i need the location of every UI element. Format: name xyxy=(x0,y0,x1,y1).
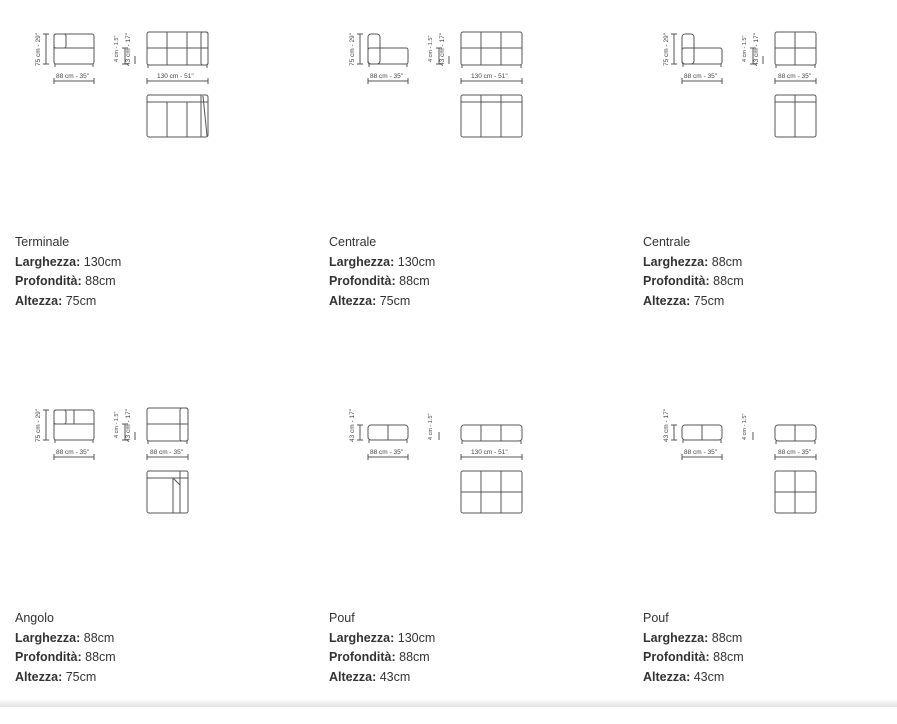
top-view-pouf xyxy=(775,471,816,513)
module-card-centrale-88[interactable] xyxy=(628,18,897,348)
dim-height-front: 75 cm - 29" xyxy=(349,32,356,66)
dim-width-front: 88 cm - 35" xyxy=(778,73,812,80)
technical-drawing xyxy=(314,18,614,218)
front-view-centrale xyxy=(775,32,816,68)
centrale-88-drawing-svg xyxy=(628,18,897,218)
spec-value: 88cm xyxy=(713,650,744,664)
top-view-terminale xyxy=(147,95,208,137)
module-card-pouf-130[interactable] xyxy=(314,394,614,724)
module-name: Centrale xyxy=(329,235,377,249)
spec-depth xyxy=(329,648,435,668)
dim-arm: 4 cm - 1.5" xyxy=(742,35,748,62)
technical-drawing xyxy=(314,394,614,594)
spec-label: Larghezza: xyxy=(15,254,81,269)
dim-height-front: 43 cm - 17" xyxy=(349,408,356,442)
front-view-pouf xyxy=(461,425,522,444)
side-view-pouf xyxy=(368,425,408,443)
spec-width xyxy=(643,253,744,273)
bottom-scroll-shadow xyxy=(0,699,897,707)
spec-value: 75cm xyxy=(65,293,97,308)
spec-label: Altezza: xyxy=(329,669,377,684)
module-name: Centrale xyxy=(643,235,691,249)
module-info xyxy=(15,233,121,311)
dim-height-front: 75 cm - 29" xyxy=(35,32,42,66)
dim-height-front: 43 cm - 17" xyxy=(663,408,670,442)
front-view-centrale xyxy=(461,32,522,68)
dim-height-front: 75 cm - 29" xyxy=(663,32,670,66)
spec-width xyxy=(15,253,121,273)
dim-arm: 4 cm - 1.5" xyxy=(114,411,120,438)
top-view-centrale xyxy=(461,95,522,137)
dim-width-side: 88 cm - 35" xyxy=(684,73,718,80)
module-info xyxy=(329,609,435,687)
technical-drawing xyxy=(628,18,897,218)
dim-width-front: 130 cm - 51" xyxy=(471,449,508,456)
spec-label: Profondità: xyxy=(643,274,710,288)
front-view-terminale xyxy=(147,32,208,68)
module-card-pouf-88[interactable] xyxy=(628,394,897,724)
spec-value: 88cm xyxy=(399,274,430,288)
technical-drawing xyxy=(0,18,300,218)
spec-label: Profondità: xyxy=(329,650,396,664)
side-view-angolo xyxy=(54,410,94,443)
spec-height xyxy=(15,668,116,688)
module-name: Pouf xyxy=(643,611,669,625)
technical-drawing xyxy=(628,394,897,594)
spec-value: 75cm xyxy=(65,669,97,684)
spec-value: 88cm xyxy=(711,254,743,269)
module-info xyxy=(15,609,116,687)
spec-label: Larghezza: xyxy=(15,630,81,645)
top-view-pouf xyxy=(461,471,522,513)
dim-width-front: 88 cm - 35" xyxy=(150,449,184,456)
spec-value: 88cm xyxy=(399,650,430,664)
spec-height xyxy=(329,668,435,688)
dim-arm: 4 cm - 1.5" xyxy=(428,35,434,62)
spec-depth xyxy=(15,648,116,668)
spec-depth xyxy=(643,648,744,668)
spec-value: 88cm xyxy=(85,274,116,288)
spec-label: Altezza: xyxy=(329,293,377,308)
spec-depth xyxy=(15,272,121,292)
spec-value: 130cm xyxy=(397,630,436,645)
spec-value: 75cm xyxy=(379,293,411,308)
dim-width-front: 88 cm - 35" xyxy=(778,449,812,456)
spec-label: Altezza: xyxy=(15,669,63,684)
spec-width xyxy=(15,629,116,649)
dim-width-front: 130 cm - 51" xyxy=(157,73,194,80)
dim-width-side: 88 cm - 35" xyxy=(56,449,90,456)
dim-width-side: 88 cm - 35" xyxy=(56,73,90,80)
spec-value: 88cm xyxy=(711,630,743,645)
module-info xyxy=(643,233,744,311)
side-view-terminale xyxy=(54,34,94,67)
terminale-drawing-svg xyxy=(0,18,300,218)
spec-value: 88cm xyxy=(713,274,744,288)
technical-drawing xyxy=(0,394,300,594)
pouf-88-drawing-svg xyxy=(628,394,897,594)
spec-value: 88cm xyxy=(83,630,115,645)
front-view-pouf xyxy=(775,425,816,444)
spec-value: 130cm xyxy=(83,254,122,269)
module-name: Terminale xyxy=(15,235,70,249)
dim-width-side: 88 cm - 35" xyxy=(684,449,718,456)
spec-value: 75cm xyxy=(693,293,725,308)
centrale-130-drawing-svg xyxy=(314,18,614,218)
side-view-centrale xyxy=(682,34,722,67)
spec-width xyxy=(329,629,435,649)
spec-depth xyxy=(329,272,435,292)
spec-height xyxy=(329,292,435,312)
spec-label: Larghezza: xyxy=(329,254,395,269)
top-view-centrale xyxy=(775,95,816,137)
module-card-centrale-130[interactable] xyxy=(314,18,614,348)
spec-value: 43cm xyxy=(379,669,411,684)
spec-label: Profondità: xyxy=(15,650,82,664)
front-view-angolo xyxy=(147,408,188,444)
spec-width xyxy=(643,629,744,649)
spec-label: Larghezza: xyxy=(643,254,709,269)
dim-seat: 43 cm - 17" xyxy=(439,32,446,66)
pouf-130-drawing-svg xyxy=(314,394,614,594)
spec-value: 88cm xyxy=(85,650,116,664)
side-view-centrale xyxy=(368,34,408,67)
dim-arm: 4 cm - 1.5" xyxy=(742,413,748,440)
spec-label: Altezza: xyxy=(643,293,691,308)
dim-seat: 43 cm - 17" xyxy=(753,32,760,66)
spec-label: Larghezza: xyxy=(329,630,395,645)
angolo-drawing-svg xyxy=(0,394,300,594)
spec-height xyxy=(643,668,744,688)
top-view-angolo xyxy=(147,471,188,513)
module-name: Angolo xyxy=(15,611,54,625)
spec-height xyxy=(643,292,744,312)
module-info xyxy=(329,233,435,311)
dim-height-front: 75 cm - 29" xyxy=(35,408,42,442)
dim-seat: 43 cm - 17" xyxy=(125,408,132,442)
dim-arm: 4 cm - 1.5" xyxy=(428,413,434,440)
spec-width xyxy=(329,253,435,273)
module-card-angolo[interactable] xyxy=(0,394,300,724)
spec-depth xyxy=(643,272,744,292)
spec-label: Altezza: xyxy=(15,293,63,308)
spec-label: Profondità: xyxy=(329,274,396,288)
spec-label: Profondità: xyxy=(643,650,710,664)
spec-label: Larghezza: xyxy=(643,630,709,645)
spec-label: Altezza: xyxy=(643,669,691,684)
spec-height xyxy=(15,292,121,312)
dim-seat: 43 cm - 17" xyxy=(125,32,132,66)
dim-arm: 4 cm - 1.5" xyxy=(114,35,120,62)
dim-width-side: 88 cm - 35" xyxy=(370,73,404,80)
spec-value: 43cm xyxy=(693,669,725,684)
spec-label: Profondità: xyxy=(15,274,82,288)
dim-width-side: 88 cm - 35" xyxy=(370,449,404,456)
module-name: Pouf xyxy=(329,611,355,625)
module-card-terminale[interactable] xyxy=(0,18,300,348)
spec-value: 130cm xyxy=(397,254,436,269)
module-info xyxy=(643,609,744,687)
side-view-pouf xyxy=(682,425,722,443)
dim-width-front: 130 cm - 51" xyxy=(471,73,508,80)
